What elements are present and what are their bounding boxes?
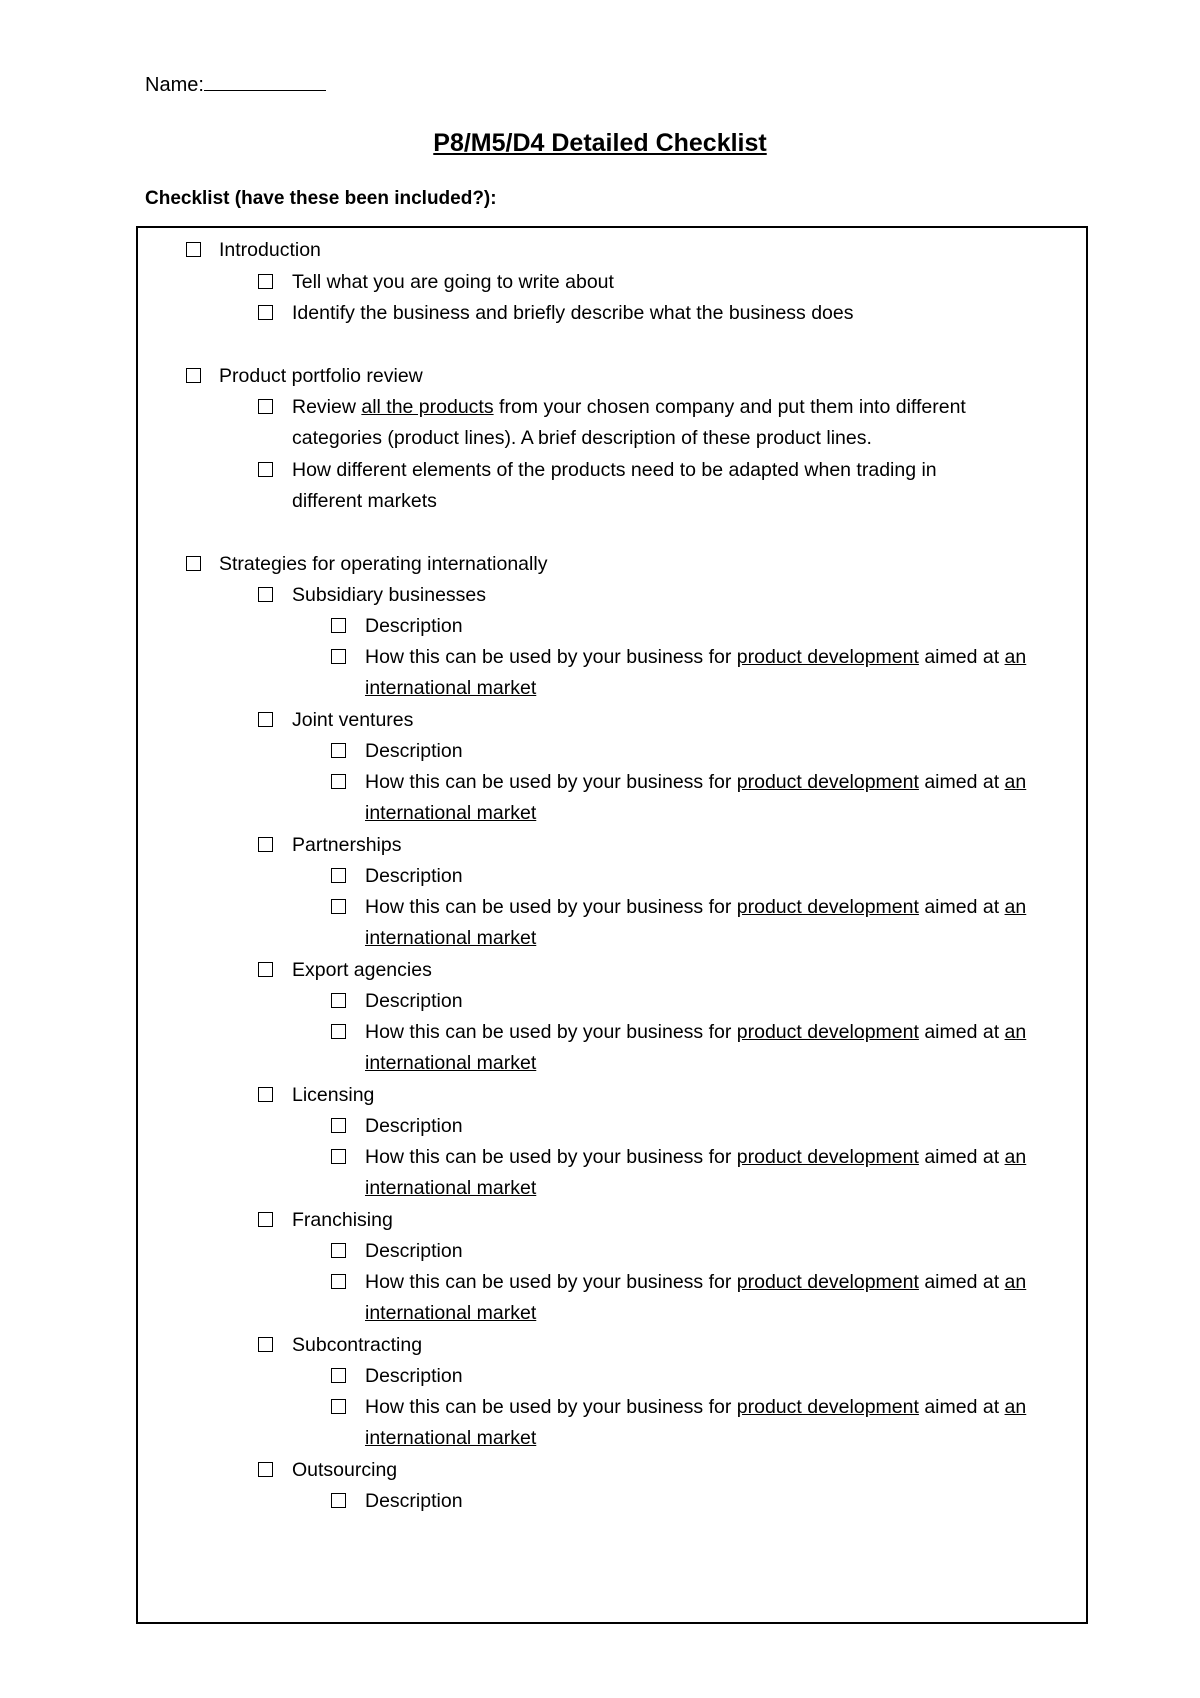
- checkbox[interactable]: [258, 1087, 273, 1102]
- name-field: [145, 72, 326, 97]
- checklist-item-how[interactable]: How this can be used by your business for product development aimed at an international market: [365, 767, 1026, 829]
- checklist-item-portfolio[interactable]: Product portfolio review: [219, 361, 423, 392]
- checklist-item-licensing[interactable]: Licensing: [292, 1080, 374, 1111]
- checkbox[interactable]: [331, 649, 346, 664]
- checklist-item-strategies[interactable]: Strategies for operating internationally: [219, 549, 547, 580]
- checkbox[interactable]: [331, 743, 346, 758]
- checkbox[interactable]: [258, 305, 273, 320]
- checklist-item-description[interactable]: Description: [365, 1361, 463, 1392]
- checkbox[interactable]: [331, 1118, 346, 1133]
- checklist-item-how[interactable]: How this can be used by your business for product development aimed at an international market: [365, 1392, 1026, 1454]
- checklist-item-description[interactable]: Description: [365, 1486, 463, 1517]
- checklist-item-how[interactable]: How this can be used by your business for product development aimed at an international market: [365, 642, 1026, 704]
- checkbox[interactable]: [331, 1024, 346, 1039]
- checklist-item-description[interactable]: Description: [365, 736, 463, 767]
- checklist-item-introduction[interactable]: Introduction: [219, 235, 321, 266]
- checkbox[interactable]: [331, 1149, 346, 1164]
- checkbox[interactable]: [331, 1493, 346, 1508]
- checkbox[interactable]: [258, 1337, 273, 1352]
- checkbox[interactable]: [258, 1212, 273, 1227]
- checkbox[interactable]: [331, 1243, 346, 1258]
- checkbox[interactable]: [331, 1274, 346, 1289]
- checkbox[interactable]: [258, 462, 273, 477]
- checkbox[interactable]: [258, 587, 273, 602]
- checkbox[interactable]: [186, 556, 201, 571]
- checkbox[interactable]: [186, 242, 201, 257]
- checklist-item-description[interactable]: Description: [365, 1236, 463, 1267]
- name-blank-line: [204, 72, 326, 91]
- name-label: Name:: [145, 74, 204, 96]
- checkbox[interactable]: [258, 712, 273, 727]
- checklist-item-description[interactable]: Description: [365, 1111, 463, 1142]
- checklist-item-subcontracting[interactable]: Subcontracting: [292, 1330, 422, 1361]
- checkbox[interactable]: [331, 618, 346, 633]
- checkbox[interactable]: [331, 868, 346, 883]
- checklist-item-description[interactable]: Description: [365, 861, 463, 892]
- checkbox[interactable]: [331, 993, 346, 1008]
- checklist-item[interactable]: Tell what you are going to write about: [292, 267, 614, 298]
- checklist-item-how[interactable]: How this can be used by your business for product development aimed at an international market: [365, 1267, 1026, 1329]
- checkbox[interactable]: [258, 399, 273, 414]
- checklist-heading: Checklist (have these been included?):: [145, 188, 497, 209]
- checkbox[interactable]: [186, 368, 201, 383]
- checklist-item-description[interactable]: Description: [365, 611, 463, 642]
- checklist-item[interactable]: Identify the business and briefly describe what the business does: [292, 298, 854, 329]
- checklist-item-joint-ventures[interactable]: Joint ventures: [292, 705, 413, 736]
- checkbox[interactable]: [258, 274, 273, 289]
- checklist-item-subsidiary[interactable]: Subsidiary businesses: [292, 580, 486, 611]
- checklist-item[interactable]: How different elements of the products need to be adapted when trading in different markets: [292, 455, 937, 517]
- page-title: P8/M5/D4 Detailed Checklist: [433, 129, 767, 157]
- checkbox[interactable]: [258, 962, 273, 977]
- checklist-item-how[interactable]: How this can be used by your business for product development aimed at an international market: [365, 1017, 1026, 1079]
- checklist-item-outsourcing[interactable]: Outsourcing: [292, 1455, 397, 1486]
- checkbox[interactable]: [258, 1462, 273, 1477]
- checkbox[interactable]: [258, 837, 273, 852]
- checkbox[interactable]: [331, 899, 346, 914]
- checkbox[interactable]: [331, 1368, 346, 1383]
- checklist-item[interactable]: Review all the products from your chosen company and put them into different categories (product lines). A brief description of these product lines.: [292, 392, 966, 454]
- checkbox[interactable]: [331, 1399, 346, 1414]
- checklist-item-how[interactable]: How this can be used by your business for product development aimed at an international market: [365, 1142, 1026, 1204]
- checkbox[interactable]: [331, 774, 346, 789]
- checklist-item-how[interactable]: How this can be used by your business for product development aimed at an international market: [365, 892, 1026, 954]
- checklist-item-export-agencies[interactable]: Export agencies: [292, 955, 432, 986]
- checklist-item-partnerships[interactable]: Partnerships: [292, 830, 401, 861]
- checklist-item-description[interactable]: Description: [365, 986, 463, 1017]
- checklist-item-franchising[interactable]: Franchising: [292, 1205, 393, 1236]
